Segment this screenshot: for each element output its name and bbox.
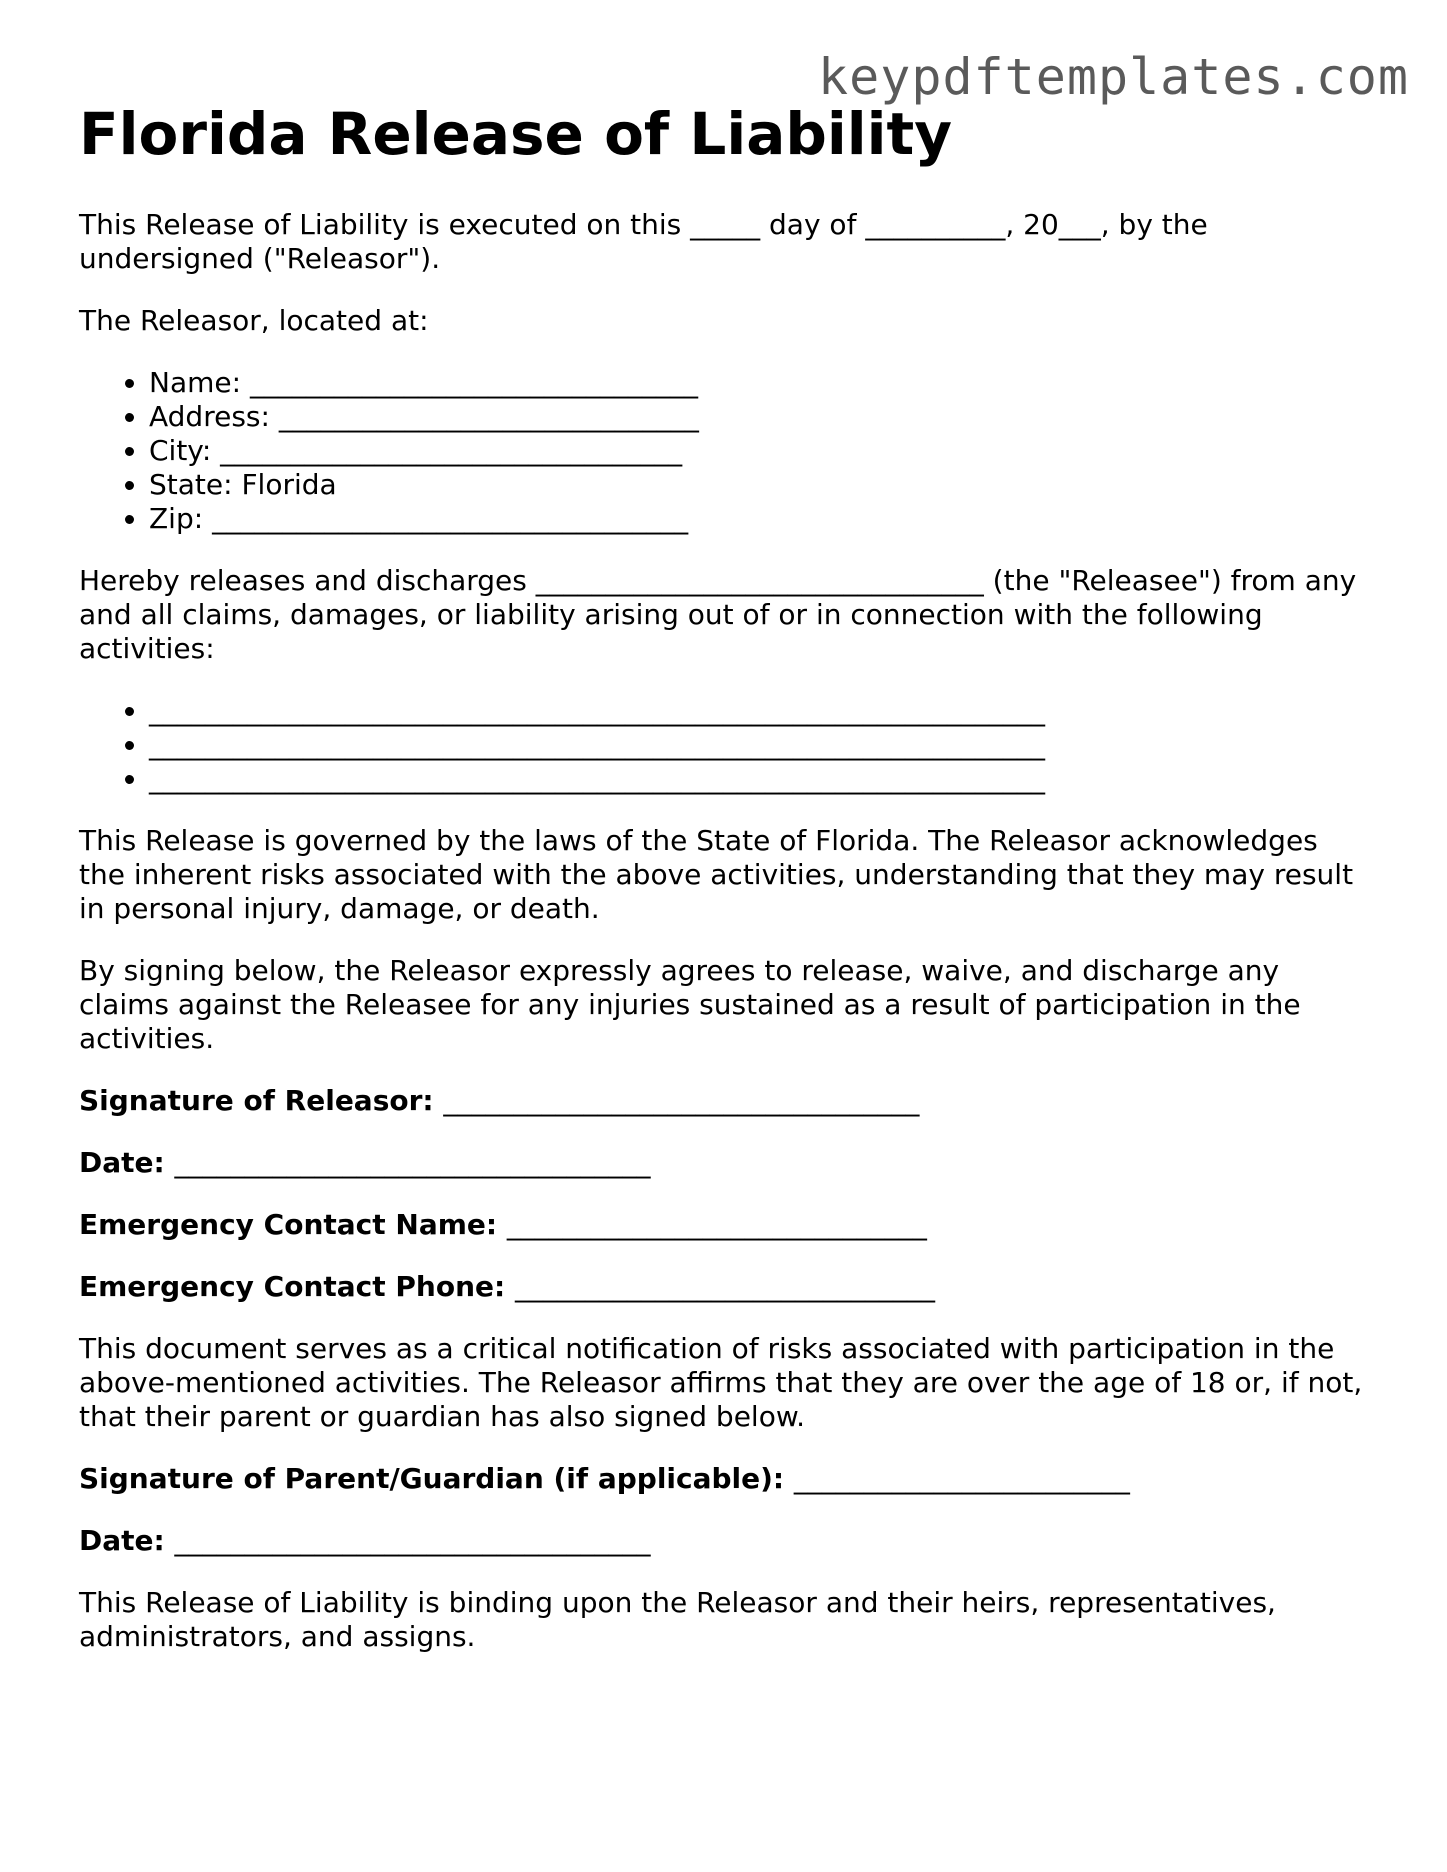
address-street-item: • Address: ______________________________ [149,400,1369,434]
releasor-date-label: Date: [79,1146,165,1179]
releasor-date-field [79,1146,1369,1180]
guardian-signature-line: ________________________ [793,1462,1130,1495]
document-page [79,100,1369,1682]
releasor-signature-label: Signature of Releasor: [79,1084,434,1117]
binding-paragraph: This Release of Liability is binding upon the Releasor and their heirs, representatives, administrators, and assigns. [79,1586,1276,1653]
emergency-contact-phone-field [79,1270,1369,1304]
address-city-item: • City: _________________________________ [149,434,1369,468]
emergency-contact-name-field [79,1208,1369,1242]
intro-paragraph: This Release of Liability is executed on this _____ day of __________, 20___, by the undersigned ("Releasor"). [79,208,1208,275]
emergency-contact-name-line: ______________________________ [506,1208,927,1241]
emergency-contact-name-label: Emergency Contact Name: [79,1208,498,1241]
guardian-signature-label: Signature of Parent/Guardian (if applicable): [79,1462,785,1495]
releasor-signature-field [79,1084,1369,1118]
activity-item: • ________________________________________________________________ [149,728,1369,762]
activity-item: • ________________________________________________________________ [149,762,1369,796]
emergency-contact-phone-line: ______________________________ [514,1270,935,1303]
address-state-item: • State: Florida [149,468,1369,502]
releasor-address-list [79,366,1369,536]
document-title: Florida Release of Liability [79,100,953,168]
release-clause: Hereby releases and discharges ________________________________ (the "Releasee") from any and all claims, damages, or liability arising out of or in connection with the following activities: [79,564,1357,665]
governing-law-paragraph: This Release is governed by the laws of the State of Florida. The Releasor acknowledges the inherent risks associated with the above activities, understanding that they may result in personal injury, damage, or death. [79,824,1354,925]
releasor-date-line: __________________________________ [174,1146,651,1179]
guardian-date-line: __________________________________ [174,1524,651,1557]
guardian-date-label: Date: [79,1524,165,1557]
emergency-contact-phone-label: Emergency Contact Phone: [79,1270,506,1303]
releasor-signature-line: __________________________________ [443,1084,920,1117]
address-name-item: • Name: ________________________________ [149,366,1369,400]
activity-item: • ________________________________________________________________ [149,694,1369,728]
guardian-date-field [79,1524,1369,1558]
watermark: keypdftemplates.com [818,48,1409,106]
address-zip-item: • Zip: __________________________________ [149,502,1369,536]
agreement-paragraph: By signing below, the Releasor expressly agrees to release, waive, and discharge any claims against the Releasee for any injuries sustained as a result of participation in the activities. [79,954,1301,1055]
guardian-signature-field [79,1462,1369,1496]
notification-paragraph: This document serves as a critical notification of risks associated with participation in the above-mentioned activities. The Releasor affirms that they are over the age of 18 or, if not, that their parent or guardian has also signed below. [79,1332,1363,1433]
releasor-located-text: The Releasor, located at: [79,304,429,337]
activities-list [79,694,1369,796]
